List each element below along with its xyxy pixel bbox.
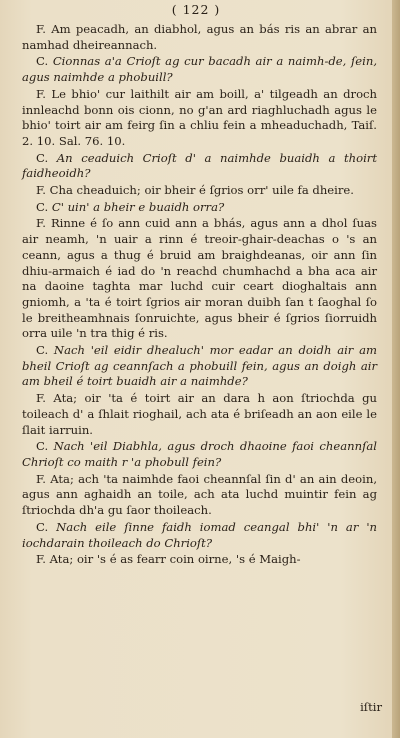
- speaker-label: F.: [36, 391, 46, 406]
- speaker-label: C.: [36, 343, 49, 358]
- answer-paragraph: [22, 87, 377, 150]
- question-paragraph: [22, 439, 377, 470]
- paragraph-text: Ata; ach 'ta naimhde faoi cheannſal ſin d' an ain deoin, agus ann aghaidh an toile, ach ata luchd muintir fein ag ſtriochda dh'a gu ſaor thoileach.: [22, 471, 378, 518]
- speaker-label: F.: [36, 552, 46, 567]
- answer-paragraph: [22, 391, 377, 438]
- paragraph-text: Am peacadh, an diabhol, agus an bás ris an abrar an namhad dheireannach.: [22, 22, 378, 52]
- paragraph-text: Rinne é ſo ann cuid ann a bhás, agus ann a dhol ſuas air neamh, 'n uair a rinn é treoir-ghair-deachas o 's an ceann, agus a thug é bruid am braighdeanas, oir ann ſin dhiu-armaich é iad do 'n reachd chumhachd a bha aca air na daoine taghta mar luchd cuir ceart dioghaltais ann gniomh, a 'ta é toirt ſgrios air moran duibh ſan t ſaoghal ſo le breitheamhnais ſonruichte, agus bheir é ſgrios ſiorruidh orra uile 'n tra thig é ris.: [22, 216, 378, 341]
- answer-paragraph: [22, 472, 377, 519]
- question-paragraph: [22, 343, 377, 390]
- speaker-label: F.: [36, 183, 46, 198]
- paragraph-text: Nach 'eil Diabhla, agus droch dhaoine faoi cheannſal Chrioſt co maith r 'a phobull fein?: [22, 439, 378, 469]
- speaker-label: C.: [36, 150, 49, 165]
- page-body: [22, 22, 377, 569]
- question-paragraph: [22, 151, 377, 182]
- answer-paragraph: [22, 216, 377, 342]
- paragraph-text: Nach 'eil eidir dhealuch' mor eadar an doidh air am bheil Crioſt ag ceannſach a phobuill fein, agus an doigh air am bheil é toirt buaidh air a naimhde?: [22, 343, 378, 389]
- speaker-label: C.: [36, 439, 49, 454]
- answer-paragraph: [22, 552, 377, 568]
- answer-paragraph: [22, 183, 377, 199]
- catchword: iſtir: [360, 700, 382, 714]
- paragraph-text: Le bhio' cur laithilt air am boill, a' tilgeadh an droch innleachd bonn ois cionn, no g'an ard riaghluchadh agus le bhio' toirt air am feirg ſin a chliu fein a mheaduchadh, Taiſ. 2. 10. Sal. 76. 10.: [22, 86, 378, 148]
- question-paragraph: [22, 520, 377, 551]
- question-paragraph: [22, 54, 377, 85]
- paragraph-text: Cha cheaduich; oir bheir é ſgrios orr' uile fa dheire.: [49, 183, 354, 198]
- paragraph-text: Ata; oir 's é as fearr coin oirne, 's é Maigh-: [49, 552, 301, 567]
- question-paragraph: [22, 200, 377, 216]
- paragraph-text: An ceaduich Crioſt d' a naimhde buaidh a thoirt faidheoidh?: [22, 150, 377, 181]
- paragraph-text: Nach eile ſinne faidh iomad ceangal bhi' 'n ar 'n iochdarain thoileach do Chrioſt?: [22, 519, 377, 550]
- paragraph-text: C' uin' a bheir e buaidh orra?: [51, 199, 225, 214]
- speaker-label: F.: [36, 86, 46, 101]
- page-spine-edge: [392, 0, 400, 738]
- paragraph-text: Ata; oir 'ta é toirt air an dara h aon ſtriochda gu toileach d' a ſhlait rioghail, ach ata é briſeadh an aon eile le ſlait iarruin.: [22, 391, 377, 437]
- paragraph-text: Cionnas a'a Crioſt ag cur bacadh air a naimh-de, ſein, agus naimhde a phobuill?: [22, 54, 378, 85]
- speaker-label: F.: [36, 22, 46, 36]
- speaker-label: C.: [36, 54, 49, 69]
- speaker-label: F.: [36, 216, 46, 231]
- answer-paragraph: [22, 22, 377, 53]
- speaker-label: C.: [36, 519, 49, 534]
- speaker-label: F.: [36, 471, 46, 486]
- page-number: ( 122 ): [171, 2, 221, 17]
- speaker-label: C.: [36, 199, 49, 214]
